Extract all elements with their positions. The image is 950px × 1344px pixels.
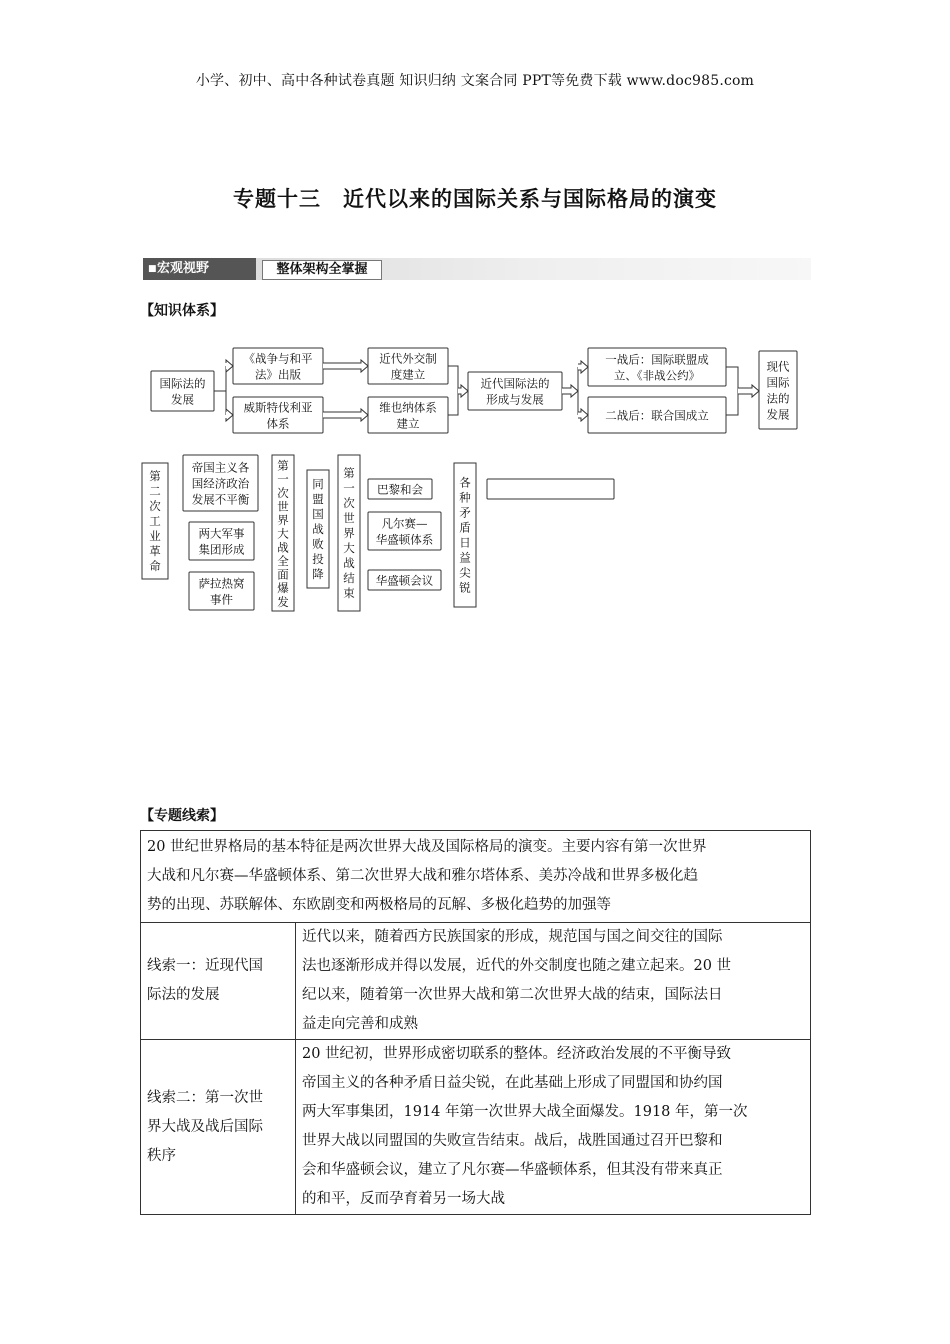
box-war-peace-law-text: 法》出版 [255,367,301,382]
box-vienna-system-text: 维也纳体系 [379,400,437,415]
box-modern-diplomacy-text: 近代外交制 [379,351,437,366]
flow-arrow [738,385,759,397]
box-vienna-system [368,397,448,433]
clue-content-line: 帝国主义的各种矛盾日益尖锐，在此基础上形成了同盟国和协约国 [302,1075,723,1091]
clue-label-line: 秩序 [147,1147,176,1164]
clue-content-line: 20 世纪初，世界形成密切联系的整体。经济政治发展的不平衡导致 [302,1046,732,1062]
box-modern-intl-law-text: 形成与发展 [486,392,544,407]
intro-line: 势的出现、苏联解体、东欧剧变和两极格局的瓦解、多极化趋势的加强等 [147,897,611,913]
topic-clues-table [140,830,811,1215]
box-versailles-washington [368,512,441,550]
box-uneven-development-text: 国经济政治 [191,476,250,491]
flow-arrow [226,360,233,372]
clue-content-line: 的和平，反而孕育着另一场大战 [302,1191,505,1207]
box-post-ww1-text: 立、《非战公约》 [613,368,701,383]
box-contemporary-intl-law-text: 发展 [766,407,790,422]
clue-label-2 [141,1040,296,1215]
clue-label-line: 线索一：近现代国 [147,958,263,974]
box-m-uneven [487,479,614,499]
clue-content-line: 会和华盛顿会议，建立了凡尔赛—华盛顿体系，但其没有带来真正 [302,1162,723,1178]
box-modern-diplomacy [368,348,448,384]
clue-content-line: 近代以来，随着西方民族国家的形成，规范国与国之间交往的国际 [302,929,723,945]
banner-sub: 整体架构全掌握 [262,260,382,280]
box-contemporary-intl-law [759,351,797,429]
connector-line [448,366,458,415]
box-modern-intl-law-text: 近代国际法的 [480,376,550,391]
box-paris-conference [368,479,432,499]
clue-content-line: 两大军事集团，1914 年第一次世界大战全面爆发。1918 年，第一次 [302,1104,748,1120]
box-vienna-system-text: 建立 [396,416,420,431]
clue-content-line: 世界大战以同盟国的失败宣告结束。战后，战胜国通过召开巴黎和 [302,1133,723,1149]
box-contemporary-intl-law-text: 国际 [766,375,790,390]
clue-content-2 [296,1040,811,1215]
box-contemporary-intl-law-text: 现代 [766,359,790,374]
box-uneven-development [183,455,258,511]
flow-arrow [458,385,468,397]
flow-arrow [323,409,368,421]
box-westphalia [233,397,323,433]
clues-intro-cell [141,831,811,923]
flow-arrow [226,409,233,421]
box-post-ww1 [588,348,726,386]
box-war-peace-law-text: 《战争与和平 [243,351,313,366]
clue-label-1 [141,923,296,1040]
box-washington-conference-text: 华盛顿会议 [375,573,434,588]
box-2nd-industrial-revolution [142,463,168,579]
section-knowledge-system: 【知识体系】 [140,303,224,319]
box-central-powers-surrender [307,470,329,588]
page-header: 小学、初中、高中各种试卷真题 知识归纳 文案合同 PPT等免费下载 www.doc985.com [195,73,755,89]
clue-content-line: 纪以来，随着第一次世界大战和第二次世界大战的结束，国际法日 [302,987,723,1003]
box-uneven-development-text: 帝国主义各 [191,460,250,475]
page-title: 专题十三 近代以来的国际关系与国际格局的演变 [233,187,717,211]
flow-arrow [578,409,588,421]
box-2nd-industrial-revolution-text: 第二次工业革命 [149,469,161,573]
box-uneven-development-text: 发展不平衡 [191,492,250,507]
box-two-military-blocs-text: 两大军事 [198,526,245,541]
flow-arrow [578,361,588,373]
box-contemporary-intl-law-text: 法的 [766,391,790,406]
box-westphalia-text: 体系 [266,416,290,431]
clue-content-line: 益走向完善和成熟 [302,1016,418,1032]
box-versailles-washington-text: 凡尔赛— [381,516,428,531]
connector-line [726,367,738,415]
intro-line: 20 世纪世界格局的基本特征是两次世界大战及国际格局的演变。主要内容有第一次世界 [147,839,707,855]
box-intl-law-dev-text: 国际法的 [159,376,206,391]
section-topic-clues: 【专题线索】 [140,808,224,824]
clue-label-line: 界大战及战后国际 [147,1118,263,1135]
banner-main: ■ 宏观视野 [143,258,256,280]
box-sarajevo [189,572,254,610]
box-washington-conference [368,570,441,590]
box-two-military-blocs [189,522,254,560]
clue-label-line: 线索二：第一次世 [147,1089,263,1106]
box-sarajevo-text: 事件 [210,592,233,607]
intro-line: 大战和凡尔赛—华盛顿体系、第二次世界大战和雅尔塔体系、美苏冷战和世界多极化趋 [147,868,698,884]
box-ww1-end [338,455,360,611]
box-ww1-outbreak-text: 第一次世界大战全面爆发 [277,458,289,609]
box-two-military-blocs-text: 集团形成 [198,542,245,557]
box-post-ww1-text: 一战后：国际联盟成 [605,352,709,367]
box-ww1-end-text: 第一次世界大战结束 [343,466,355,600]
clue-content-1 [296,923,811,1040]
box-intl-law-dev [151,371,214,411]
box-post-ww2 [588,397,726,433]
box-post-ww2-text: 二战后：联合国成立 [605,408,709,423]
box-modern-diplomacy-text: 度建立 [390,367,426,382]
box-contradictions-sharpen-text: 各种矛盾日益尖锐 [459,475,471,595]
flow-arrow [323,360,368,372]
box-versailles-washington-text: 华盛顿体系 [375,532,434,547]
box-central-powers-surrender-text: 同盟国战败投降 [312,477,324,581]
box-ww1-outbreak [272,455,294,611]
box-contradictions-sharpen [454,463,476,607]
clue-content-line: 法也逐渐形成并得以发展，近代的外交制度也随之建立起来。20 世 [302,958,732,974]
box-paris-conference-text: 巴黎和会 [377,482,423,497]
box-intl-law-dev-text: 发展 [171,392,194,407]
box-westphalia-text: 威斯特伐利亚 [243,400,313,415]
flow-arrow [562,385,578,397]
box-sarajevo-text: 萨拉热窝 [198,576,245,591]
box-modern-intl-law [468,372,562,410]
clue-label-line: 际法的发展 [147,987,220,1003]
box-war-peace-law [233,348,323,384]
